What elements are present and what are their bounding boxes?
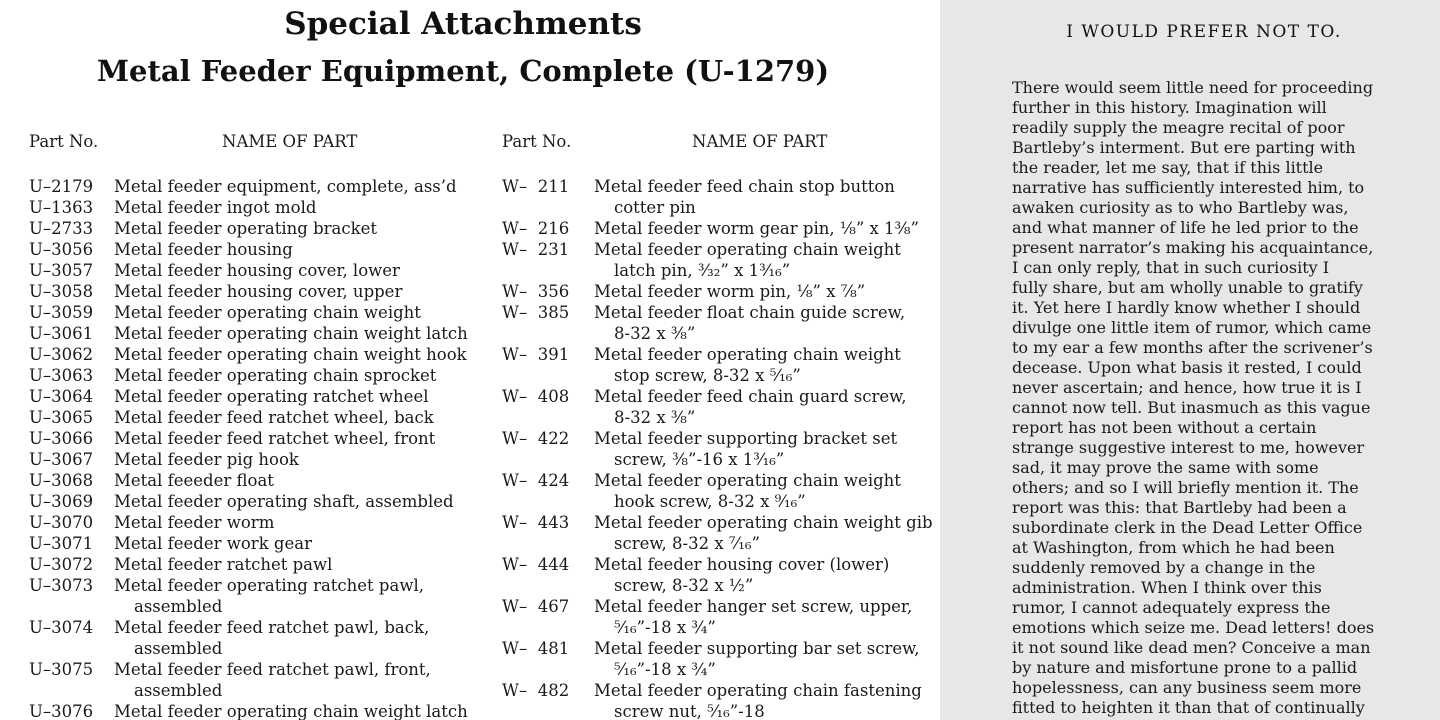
part-name-text: Metal feeder feed ratchet wheel, back — [114, 408, 434, 427]
part-number: W– 467 — [502, 597, 570, 616]
part-name-text: Metal feeder work gear — [114, 534, 312, 553]
part-row — [502, 596, 932, 638]
part-name-text: Metal feeder operating chain weight — [594, 345, 901, 364]
part-number: W– 356 — [502, 282, 570, 301]
part-row — [502, 470, 932, 512]
part-name — [114, 239, 479, 260]
part-name — [594, 239, 932, 281]
part-row — [29, 197, 479, 218]
part-name — [114, 554, 479, 575]
part-number: U–3076 — [29, 702, 94, 720]
part-name-text: Metal feeder operating chain weight latch — [114, 702, 468, 720]
part-name — [114, 470, 479, 491]
part-name-text: Metal feeder ingot mold — [114, 198, 317, 217]
parts-list-right — [502, 176, 932, 720]
part-name — [114, 449, 479, 470]
part-name — [594, 386, 932, 428]
part-name-continuation: cotter pin — [614, 198, 696, 217]
part-row — [29, 428, 479, 449]
part-number: U–3059 — [29, 303, 94, 322]
part-row — [29, 323, 479, 344]
part-name — [114, 428, 479, 449]
part-name — [594, 470, 932, 512]
part-name — [114, 407, 479, 428]
part-row — [29, 386, 479, 407]
part-row — [29, 302, 479, 323]
part-row — [502, 176, 932, 218]
part-row — [29, 407, 479, 428]
part-row — [502, 512, 932, 554]
part-name-continuation: 8-32 x ⅜” — [614, 408, 696, 427]
story-body: There would seem little need for proceeding further in this history. Imagination will readily supply the meagre recital of poor Bartleby’s interment. But ere parting with the reader, let me say, that if this little narrative has sufficiently interested him, to awaken curiosity as to who Bartleby was, and what manner of life he led prior to the present narrator’s making his acquaintance, I can only reply, that in such curiosity I fully share, but am wholly unable to gratify it. Yet here I hardly know whether I should divulge one little item of rumor, which came to my ear a few months after the scrivener’s decease. Upon what basis it rested, I could never ascertain; and hence, how true it is I cannot now tell. But inasmuch as this vague report has not been without a certain strange suggestive interest to me, however sad, it may prove the same with some others; and so I will briefly mention it. The report was this: that Bartleby had been a subordinate clerk in the Dead Letter Office at Washington, from which he had been suddenly removed by a change in the administration. When I think over this rumor, I cannot adequately express the emotions which seize me. Dead letters! does it not sound like dead men? Conceive a man by nature and misfortune prone to a pallid hopelessness, can any business seem more fitted to heighten it than that of continually — [1012, 78, 1375, 717]
part-name-text: Metal feeder ratchet pawl — [114, 555, 333, 574]
part-name-text: Metal feeder feed ratchet pawl, back, — [114, 618, 430, 637]
part-name — [594, 554, 932, 596]
part-name — [114, 302, 479, 323]
part-row — [29, 617, 479, 659]
part-name — [114, 491, 479, 512]
part-row — [29, 176, 479, 197]
part-row — [502, 302, 932, 344]
part-row — [29, 701, 479, 720]
part-name — [114, 701, 479, 720]
part-number: W– 408 — [502, 387, 570, 406]
part-name-text: Metal feeder operating chain weight hook — [114, 345, 467, 364]
part-name-text: Metal feeder operating chain weight gib — [594, 513, 933, 532]
part-name — [594, 302, 932, 344]
part-number: U–3074 — [29, 618, 94, 637]
part-number: W– 391 — [502, 345, 570, 364]
part-number: U–3067 — [29, 450, 94, 469]
part-name-continuation: screw, 8-32 x ⁷⁄₁₆” — [614, 534, 760, 553]
part-row — [29, 491, 479, 512]
part-name-text: Metal feeder operating chain fastening — [594, 681, 922, 700]
part-row — [502, 218, 932, 239]
part-row — [502, 554, 932, 596]
part-row — [502, 428, 932, 470]
part-name-text: Metal feeder operating bracket — [114, 219, 377, 238]
part-name-text: Metal feeder supporting bar set screw, — [594, 639, 920, 658]
part-name-continuation: assembled — [134, 639, 223, 658]
parts-list-left — [29, 176, 479, 720]
part-name — [114, 281, 479, 302]
part-name — [114, 260, 479, 281]
part-name-text: Metal feeder worm pin, ⅛” x ⅞” — [594, 282, 866, 301]
part-number: W– 231 — [502, 240, 570, 259]
part-number: U–3075 — [29, 660, 94, 679]
part-number: W– 216 — [502, 219, 570, 238]
part-row — [29, 449, 479, 470]
part-name-text: Metal feeder float chain guide screw, — [594, 303, 906, 322]
part-name-text: Metal feeder operating chain weight latch — [114, 324, 468, 343]
part-name-text: Metal feeder feed ratchet wheel, front — [114, 429, 436, 448]
part-name — [114, 323, 479, 344]
part-number: U–2733 — [29, 219, 94, 238]
part-name — [594, 680, 932, 720]
part-name — [114, 386, 479, 407]
right-header-part-no: Part No. — [502, 132, 572, 151]
part-name — [114, 344, 479, 365]
part-row — [29, 260, 479, 281]
part-name — [114, 365, 479, 386]
part-name-text: Metal feeder operating ratchet pawl, — [114, 576, 424, 595]
part-name-continuation: screw, ⅜”-16 x 1³⁄₁₆” — [614, 450, 785, 469]
part-number: W– 482 — [502, 681, 570, 700]
part-name — [594, 281, 932, 302]
part-row — [29, 365, 479, 386]
part-name-text: Metal feeder operating shaft, assembled — [114, 492, 454, 511]
part-name — [594, 344, 932, 386]
part-name-text: Metal feeder pig hook — [114, 450, 299, 469]
part-number: U–3064 — [29, 387, 94, 406]
part-row — [502, 386, 932, 428]
part-name-text: Metal feeder supporting bracket set — [594, 429, 898, 448]
right-header-name: NAME OF PART — [692, 132, 828, 151]
part-number: U–3072 — [29, 555, 94, 574]
part-name — [594, 512, 932, 554]
part-row — [502, 281, 932, 302]
part-row — [29, 239, 479, 260]
part-name-continuation: assembled — [134, 681, 223, 700]
part-name-text: Metal feeder feed chain guard screw, — [594, 387, 907, 406]
part-number: U–3066 — [29, 429, 94, 448]
part-name-continuation: hook screw, 8-32 x ⁹⁄₁₆” — [614, 492, 806, 511]
part-name-text: Metal feeeder float — [114, 471, 274, 490]
part-number: U–3058 — [29, 282, 94, 301]
part-name — [594, 218, 932, 239]
part-name-continuation: stop screw, 8-32 x ⁵⁄₁₆” — [614, 366, 801, 385]
part-number: U–3065 — [29, 408, 94, 427]
part-name-continuation: ⁵⁄₁₆”-18 x ¾” — [614, 618, 716, 637]
part-name-continuation: latch pin, ³⁄₃₂” x 1³⁄₁₆” — [614, 261, 791, 280]
part-number: U–3070 — [29, 513, 94, 532]
part-name-text: Metal feeder worm — [114, 513, 275, 532]
part-name-continuation: screw nut, ⁵⁄₁₆”-18 — [614, 702, 765, 720]
part-number: U–3057 — [29, 261, 94, 280]
part-name-continuation: ⁵⁄₁₆”-18 x ¾” — [614, 660, 716, 679]
part-name-text: Metal feeder operating chain weight — [594, 471, 901, 490]
part-name-text: Metal feeder operating chain sprocket — [114, 366, 437, 385]
part-number: U–3061 — [29, 324, 94, 343]
catalog-title: Special Attachments — [284, 6, 642, 42]
catalog-subtitle: Metal Feeder Equipment, Complete (U-1279) — [96, 54, 830, 88]
left-header-name: NAME OF PART — [222, 132, 358, 151]
part-number: U–3068 — [29, 471, 94, 490]
part-name — [594, 428, 932, 470]
part-number: W– 422 — [502, 429, 570, 448]
part-row — [29, 281, 479, 302]
part-name — [114, 512, 479, 533]
part-number: U–3063 — [29, 366, 94, 385]
part-name-continuation: screw, 8-32 x ½” — [614, 576, 754, 595]
part-name — [114, 533, 479, 554]
part-row — [29, 218, 479, 239]
part-row — [29, 470, 479, 491]
left-header-part-no: Part No. — [29, 132, 99, 151]
part-name-text: Metal feeder hanger set screw, upper, — [594, 597, 913, 616]
part-name-text: Metal feeder housing cover, upper — [114, 282, 403, 301]
story-title: I WOULD PREFER NOT TO. — [1066, 22, 1342, 42]
part-name-text: Metal feeder operating chain weight — [594, 240, 901, 259]
part-name-text: Metal feeder operating ratchet wheel — [114, 387, 429, 406]
part-name — [594, 638, 932, 680]
part-row — [502, 239, 932, 281]
part-number: U–3073 — [29, 576, 94, 595]
part-number: W– 424 — [502, 471, 570, 490]
part-row — [502, 638, 932, 680]
part-row — [29, 575, 479, 617]
part-name-text: Metal feeder worm gear pin, ⅛” x 1⅜” — [594, 219, 919, 238]
part-number: W– 211 — [502, 177, 570, 196]
part-number: U–3071 — [29, 534, 94, 553]
part-name — [114, 659, 479, 701]
part-name — [594, 596, 932, 638]
part-number: U–3062 — [29, 345, 94, 364]
part-name-continuation: 8-32 x ⅜” — [614, 324, 696, 343]
part-name-text: Metal feeder housing cover, lower — [114, 261, 400, 280]
part-name-text: Metal feeder housing — [114, 240, 293, 259]
part-name — [114, 218, 479, 239]
part-name-text: Metal feeder operating chain weight — [114, 303, 421, 322]
part-row — [29, 344, 479, 365]
part-row — [29, 554, 479, 575]
part-number: W– 385 — [502, 303, 570, 322]
part-row — [502, 344, 932, 386]
part-name — [594, 176, 932, 218]
part-number: U–2179 — [29, 177, 94, 196]
part-name — [114, 176, 479, 197]
part-number: W– 444 — [502, 555, 570, 574]
part-row — [29, 512, 479, 533]
part-name — [114, 197, 479, 218]
part-name — [114, 575, 479, 617]
part-name — [114, 617, 479, 659]
part-row — [29, 659, 479, 701]
part-number: U–3069 — [29, 492, 94, 511]
part-name-text: Metal feeder equipment, complete, ass’d — [114, 177, 457, 196]
part-name-text: Metal feeder feed chain stop button — [594, 177, 895, 196]
part-number: W– 481 — [502, 639, 570, 658]
part-name-text: Metal feeder housing cover (lower) — [594, 555, 890, 574]
part-number: U–1363 — [29, 198, 94, 217]
part-name-text: Metal feeder feed ratchet pawl, front, — [114, 660, 431, 679]
part-row — [502, 680, 932, 720]
part-number: U–3056 — [29, 240, 94, 259]
part-name-continuation: assembled — [134, 597, 223, 616]
part-row — [29, 533, 479, 554]
story-panel — [940, 0, 1440, 720]
part-number: W– 443 — [502, 513, 570, 532]
